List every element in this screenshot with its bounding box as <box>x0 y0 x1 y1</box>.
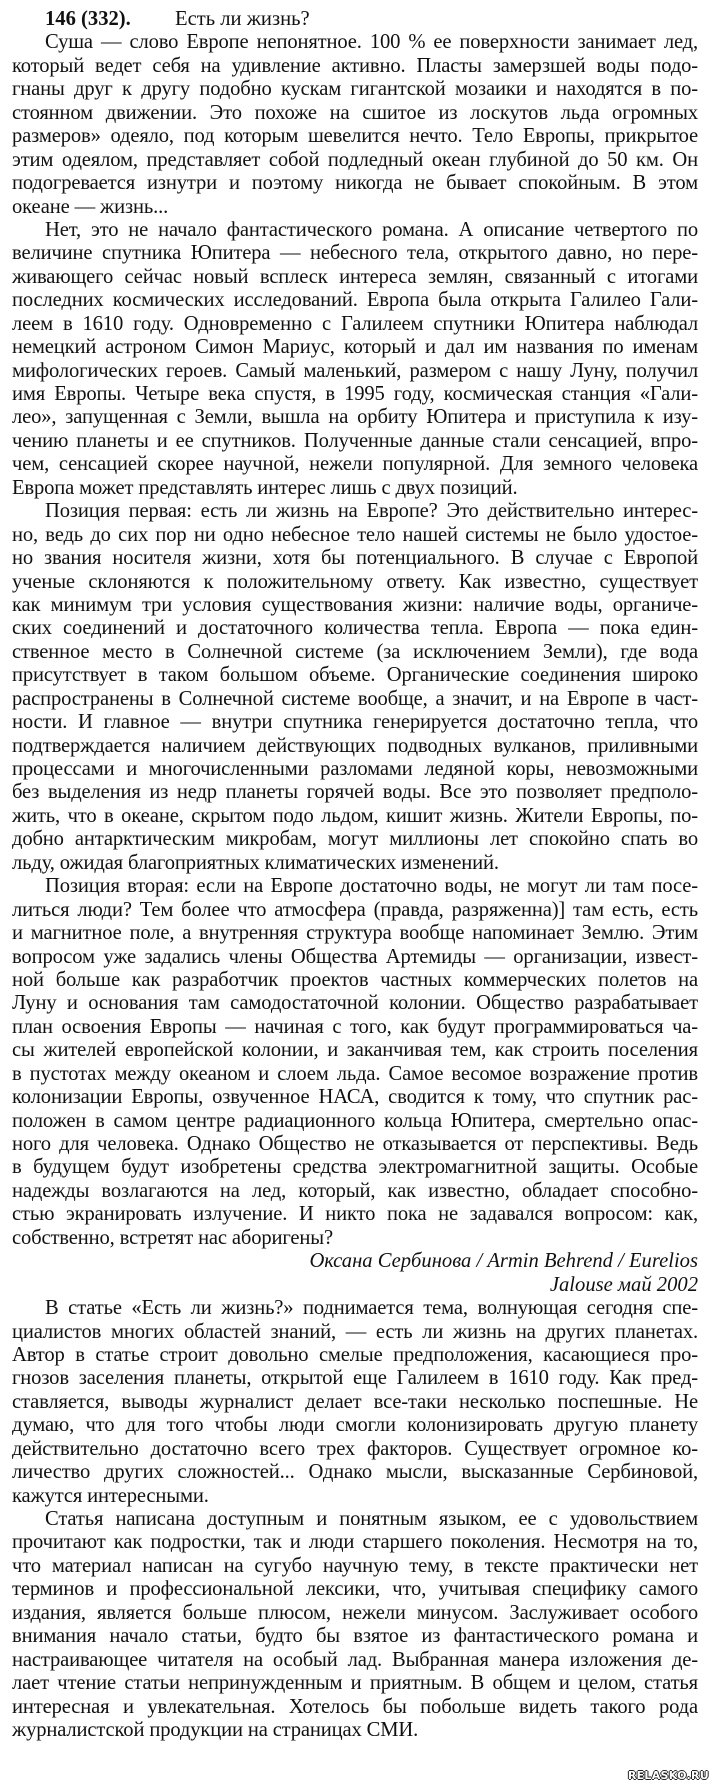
text-line: стоянном движении. Это похоже на сшитое из лоскутов льда огромных <box>12 101 698 124</box>
text-line: ученые склоняются к положительному ответу. Как известно, существует <box>12 570 698 593</box>
text-line: ственное место в Солнечной системе (за исключением Земли), где вода <box>12 640 698 663</box>
text-line: терминов и профессиональной лексики, что, учитывая специфику самого <box>12 1578 698 1601</box>
text-line: надежды возлагаются на лед, который, как известно, обладает способно- <box>12 1179 698 1202</box>
text-line: думаю, что для того чтобы люди смогли колонизировать другую планету <box>12 1414 698 1437</box>
text-line: леем в 1610 году. Одновременно с Галилеем спутники Юпитера наблюдал <box>12 312 698 335</box>
text-line: Европа может представлять интерес лишь с двух позиций. <box>12 476 518 499</box>
text-line: ских соединений и достаточного количества тепла. Европа — пока един- <box>12 617 698 640</box>
article-title: Есть ли жизнь? <box>175 8 310 30</box>
text-line: и магнитное поле, а внутренняя структура вообще напоминает Землю. Этим <box>12 922 698 945</box>
text-line: размеров» одеяло, под которым шевелится нечто. Тело Европы, прикрытое <box>12 125 698 148</box>
text-line: литься люди? Тем более что атмосфера (правда, разряженна)] там есть, есть <box>12 898 698 921</box>
document-page <box>12 8 698 1742</box>
text-line: без выделения из недр планеты горячей воды. Все это позволяет предполо- <box>12 781 698 804</box>
text-line: издания, является больше плюсом, нежели минусом. Заслуживает особого <box>12 1601 698 1624</box>
text-line: собственно, встретят нас аборигены? <box>12 1226 333 1249</box>
text-line: Автор в статье строит довольно смелые предположения, касающиеся про- <box>12 1343 698 1366</box>
text-line: В статье «Есть ли жизнь?» поднимается тема, волнующая сегодня спе- <box>45 1297 698 1320</box>
text-line: циалистов многих областей знаний, — есть ли жизнь на других планетах. <box>12 1320 698 1343</box>
text-line: жить, что в океане, скрытом подо льдом, кишит жизнь. Жители Европы, по- <box>12 804 698 827</box>
text-line: процессами и многочисленными разломами ледяной коры, невозможными <box>12 758 698 780</box>
text-line: льду, ожидая благоприятных климатических изменений. <box>12 851 499 874</box>
text-line: добно антарктическим микробам, могут миллионы лет спокойно спать во <box>12 828 698 851</box>
text-line: Луну и основания там самодостаточной колонии. Общество разрабатывает <box>12 992 698 1015</box>
text-line: сы жителей европейской колонии, и заканчивая тем, как строить поселения <box>12 1039 698 1062</box>
text-line: распространены в Солнечной системе вообще, а значит, и на Европе в част- <box>12 687 698 710</box>
text-line: Суша — слово Европе непонятное. 100 % ее поверхности занимает лед, <box>45 31 698 54</box>
article-source: Jalouse май 2002 <box>549 1273 698 1296</box>
text-line: план освоения Европы — начиная с того, как будут программироваться ча- <box>12 1015 698 1038</box>
paragraph <box>12 1297 698 1508</box>
text-line: внимания начало статьи, будто бы взятое из фантастического романа и <box>12 1625 698 1648</box>
exercise-number: 146 (332). <box>45 8 131 30</box>
text-line: чем, сенсацией скорее научной, нежели популярной. Для земного человека <box>12 453 698 476</box>
text-line: гнаны друг к другу подобно кускам гигантской мозаики и находятся в по- <box>12 78 698 101</box>
text-line: ного для человека. Однако Общество не отказывается от перспективы. Ведь <box>12 1133 698 1155</box>
text-line: немецкий астроном Симон Мариус, который и дал им названия по именам <box>12 336 698 359</box>
text-line: как минимум три условия существования жизни: наличие воды, органиче- <box>12 593 698 616</box>
text-line: действительно достаточно всего трех факторов. Существует огромное ко- <box>12 1437 698 1460</box>
text-line: интересная и увлекательная. Хотелось бы побольше видеть такого рода <box>12 1695 698 1718</box>
text-line: настраивающее читателя на особый лад. Выбранная манера изложения де- <box>12 1648 698 1671</box>
review-body <box>12 1297 698 1742</box>
text-line: колонизации Европы, озвученное НАСА, сводится к тому, что спутник рас- <box>12 1086 698 1109</box>
text-line: в пустотах между океаном и слоем льда. Самое весомое возражение против <box>12 1062 698 1085</box>
text-line: лео», запущенная с Земли, вышла на орбиту Юпитера и приступила к изу- <box>12 406 698 429</box>
text-line: имя Европы. Четыре века спустя, в 1995 году, космическая станция «Гали- <box>12 383 698 405</box>
text-line: Позиция вторая: если на Европе достаточно воды, не могут ли там посе- <box>45 875 698 898</box>
text-line: океане — жизнь... <box>12 195 169 218</box>
text-line: ставляется, выводы журналист делает все-таки несколько поспешные. Не <box>12 1390 698 1413</box>
text-line: Позиция первая: есть ли жизнь на Европе? Это действительно интерес- <box>45 500 698 523</box>
text-line: но, ведь до сих пор ни одно небесное тело нашей системы не было удостое- <box>12 523 698 546</box>
text-line: прочитают как подростки, так и люди старшего поколения. Несмотря на то, <box>12 1531 698 1554</box>
text-line: в будущем будут изобретены средства электромагнитной защиты. Особые <box>12 1156 698 1179</box>
text-line: но звания носителя жизни, хотя бы потенциального. В случае с Европой <box>12 547 698 570</box>
text-line: Нет, это не начало фантастического романа. А описание четвертого по <box>45 218 698 241</box>
text-line: который ведет себя на удивление активно. Пласты замерзшей воды подо- <box>12 54 698 77</box>
paragraph <box>12 1508 698 1742</box>
text-line: Статья написана доступным и понятным языком, ее с удовольствием <box>45 1508 698 1530</box>
text-line: присутствует в таком большом объеме. Органические соединения широко <box>12 664 698 687</box>
paragraph <box>12 875 698 1250</box>
text-line: подтверждается наличием действующих подводных вулканов, приливными <box>12 734 698 757</box>
text-line: подогревается изнутри и поэтому никогда не бывает спокойным. В этом <box>12 172 698 195</box>
article-authors: Оксана Сербинова / Armin Behrend / Eurelios <box>309 1250 698 1273</box>
text-line: последних космических исследований. Европа была открыта Галилео Гали- <box>12 289 698 312</box>
exercise-heading <box>12 8 698 31</box>
text-line: кажутся интересными. <box>12 1484 209 1507</box>
article-body <box>12 31 698 1250</box>
text-line: этим одеялом, представляет собой подледный океан глубиной до 50 км. Он <box>12 148 698 171</box>
text-line: лает чтение статьи непринужденным и приятным. В общем и целом, статья <box>12 1672 698 1695</box>
text-line: что материал написан на сугубо научную тему, в тексте практически нет <box>12 1554 698 1577</box>
text-line: величине спутника Юпитера — небесного тела, открытого давно, но пере- <box>12 242 698 265</box>
watermark-logo: RELASKO.RU <box>627 1769 709 1782</box>
text-line: положен в самом центре радиационного кольца Юпитера, смертельно опас- <box>12 1109 698 1132</box>
text-line: вопросом уже задались члены Общества Артемиды — организации, извест- <box>12 945 698 968</box>
text-line: чению планеты и ее спутников. Полученные данные стали сенсацией, впро- <box>12 429 698 452</box>
paragraph <box>12 500 698 875</box>
text-line: мифологических героев. Самый маленький, размером с нашу Луну, получил <box>12 359 698 382</box>
text-line: ности. И главное — внутри спутника генерируется достаточно тепла, что <box>12 711 698 734</box>
text-line: гнозов заселения планеты, открытой еще Галилеем в 1610 году. Как пред- <box>12 1367 698 1390</box>
text-line: ной больше как разработчик проектов частных коммерческих полетов на <box>12 968 698 991</box>
text-line: стью экранировать излучение. И никто пока не задавался вопросом: как, <box>12 1203 698 1226</box>
paragraph <box>12 219 698 500</box>
text-line: журналистской продукции на страницах СМИ. <box>12 1718 419 1741</box>
text-line: живающего сейчас новый всплеск интереса землян, связанный с итогами <box>12 265 698 288</box>
text-line: личество других сложностей... Однако мысли, высказанные Сербиновой, <box>12 1461 698 1484</box>
paragraph <box>12 31 698 219</box>
